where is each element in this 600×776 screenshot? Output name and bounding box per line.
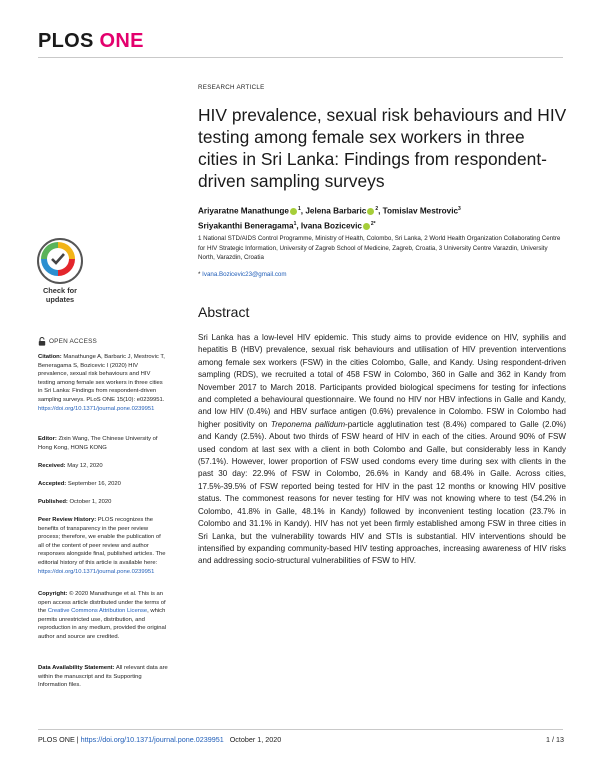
author-list: Ariyaratne Manathunge $^1$, Jelena Barbaric $^2$, Tomislav Mestrovic$^3$ Sriyakanthi Beneragama$^1$, Ivana Bozicevic $^{2*}$ xyxy=(198,206,461,231)
check-for-updates-icon xyxy=(37,238,83,284)
check-for-updates-badge[interactable] xyxy=(33,238,87,304)
footer-doi-link[interactable]: https://doi.org/10.1371/journal.pone.0239951 xyxy=(80,735,224,744)
article-type: RESEARCH ARTICLE xyxy=(198,84,265,91)
open-lock-icon xyxy=(38,337,46,346)
orcid-icon[interactable] xyxy=(290,208,297,215)
data-availability-block: Data Availability Statement: All relevant data are within the manuscript and its Supporting Information files. xyxy=(38,665,168,689)
received-date: Received: May 12, 2020 xyxy=(38,463,103,469)
footer-journal: PLOS ONE xyxy=(38,735,75,744)
peer-review-link[interactable]: https://doi.org/10.1371/journal.pone.0239951 xyxy=(38,568,155,575)
orcid-icon[interactable] xyxy=(363,223,370,230)
open-access-label: OPEN ACCESS xyxy=(38,338,97,345)
email-link[interactable]: Ivana.Bozicevic23@gmail.com xyxy=(202,271,287,278)
accepted-date: Accepted: September 16, 2020 xyxy=(38,481,121,487)
citation-doi-link[interactable]: https://doi.org/10.1371/journal.pone.0239951 xyxy=(38,405,155,412)
header-divider xyxy=(38,57,563,58)
check-for-updates-label: Check for updates xyxy=(42,286,78,304)
orcid-icon[interactable] xyxy=(367,208,374,215)
logo-plos: PLOS xyxy=(38,30,94,52)
copyright-block: Copyright: © 2020 Manathunge et al. This is an open access article distributed under the terms of the Creative Commons Attribution License, which permits unrestricted use, distribution, and reproduction in any medium, provided the original author and source are credited. xyxy=(38,591,166,640)
journal-logo[interactable] xyxy=(38,30,144,53)
author-name[interactable]: Sriyakanthi Beneragama xyxy=(198,221,294,231)
citation-block: Citation: Manathunge A, Barbaric J, Mestrovic T, Beneragama S, Bozicevic I (2020) HIV prevalence, sexual risk behaviours and HIV testing among female sex workers in three cities in Sri Lanka: Findings from respondent-driven sampling surveys. PLoS ONE 15(10): e0239951. https://doi.org/10.1371/journal.pone.0239951 xyxy=(38,354,165,412)
editor-block: Editor: Zixin Wang, The Chinese University of Hong Kong, HONG KONG xyxy=(38,436,158,451)
article-title: HIV prevalence, sexual risk behaviours and HIV testing among female sex workers in three cities in Sri Lanka: Findings from respondent-driven sampling surveys xyxy=(198,105,567,191)
footer-divider xyxy=(38,729,563,730)
author-name[interactable]: , Tomislav Mestrovic xyxy=(378,206,459,216)
author-name[interactable]: , Ivana Bozicevic xyxy=(296,221,362,231)
abstract-heading: Abstract xyxy=(198,304,250,320)
peer-review-block: Peer Review History: PLOS recognizes the benefits of transparency in the peer review process; therefore, we enable the publication of all of the content of peer review and author responses alongside final, published articles. The editorial history of this article is available here: https://doi.org/10.1371/journal.pone.0239951 xyxy=(38,517,166,575)
corresponding-email: * Ivana.Bozicevic23@gmail.com xyxy=(198,271,287,278)
logo-one: ONE xyxy=(99,30,144,52)
footer-citation: PLOS ONE | https://doi.org/10.1371/journal.pone.0239951 October 1, 2020 xyxy=(38,735,282,744)
footer-date: October 1, 2020 xyxy=(223,735,282,744)
author-name[interactable]: Ariyaratne Manathunge xyxy=(198,206,289,216)
published-date: Published: October 1, 2020 xyxy=(38,499,112,505)
page-number: 1 / 13 xyxy=(546,735,564,744)
author-name[interactable]: , Jelena Barbaric xyxy=(300,206,367,216)
license-link[interactable]: Creative Commons Attribution License xyxy=(47,608,148,615)
affiliations: 1 National STD/AIDS Control Programme, Ministry of Health, Colombo, Sri Lanka, 2 World Health Organization Collaborating Centre for HIV Strategic Information, University of Zagreb School of Medicine, Zagreb, Croatia, 3 University Centre Varazdin, University North, Varazdin, Croatia xyxy=(198,235,561,262)
abstract-body: Sri Lanka has a low-level HIV epidemic. This study aims to provide evidence on HIV, syphilis and hepatitis B (HBV) prevalence, sexual risk behaviours and utilisation of HIV prevention interventions among female sex workers (FSW) in the cities Colombo, Galle, and Kandy. Using respondent-driven sampling (RDS), we recruited a total of 458 FSW in Colombo, 360 in Galle and 362 in Kandy from November 2017 to March 2018. Participants provided biological specimens for testing for infections and completed a behavioural questionnaire. We found no HIV nor HBV infections in Galle and Kandy, and low HIV (0.4%) and HBV surface antigen (0.6%) prevalence in Colombo. FSW in Colombo had higher positivity on Treponema pallidum-particle agglutination test (8.4%) compared to Galle (2.0%) and Kandy (2.5%). About two thirds of FSW heard of HIV in each of the cities. Around 90% of FSW used condom at last sex with a client in both Colombo and Galle, but considerably less in Kandy (57.1%). However, lower proportion of FSW used condoms every time during sex with clients in the past 30 day: 22.9% of FSW in Colombo, 26.6% in Kandy and 68.4% in Galle. Across cities, 17.5%-39.5% of FSW reported being tested for HIV in the past 12 months or knowing HIV positive status. The commonest reasons for never testing for HIV was not knowing where to test (54.2% in Colombo, 41.8% in Galle, 48.1% in Kandy) followed by inconvenient testing location (23.7% in Colombo and 31.1% in Kandy). HIV has not yet been firmly established among FSW in three cities in Sri Lanka, but the vulnerability towards HIV and STIs is substantial. HIV interventions should be intensified by expanding community-based HIV testing approaches, increasing awareness of HIV risks and addressing socio-structural vulnerabilities of FSW to HIV. xyxy=(198,333,566,566)
